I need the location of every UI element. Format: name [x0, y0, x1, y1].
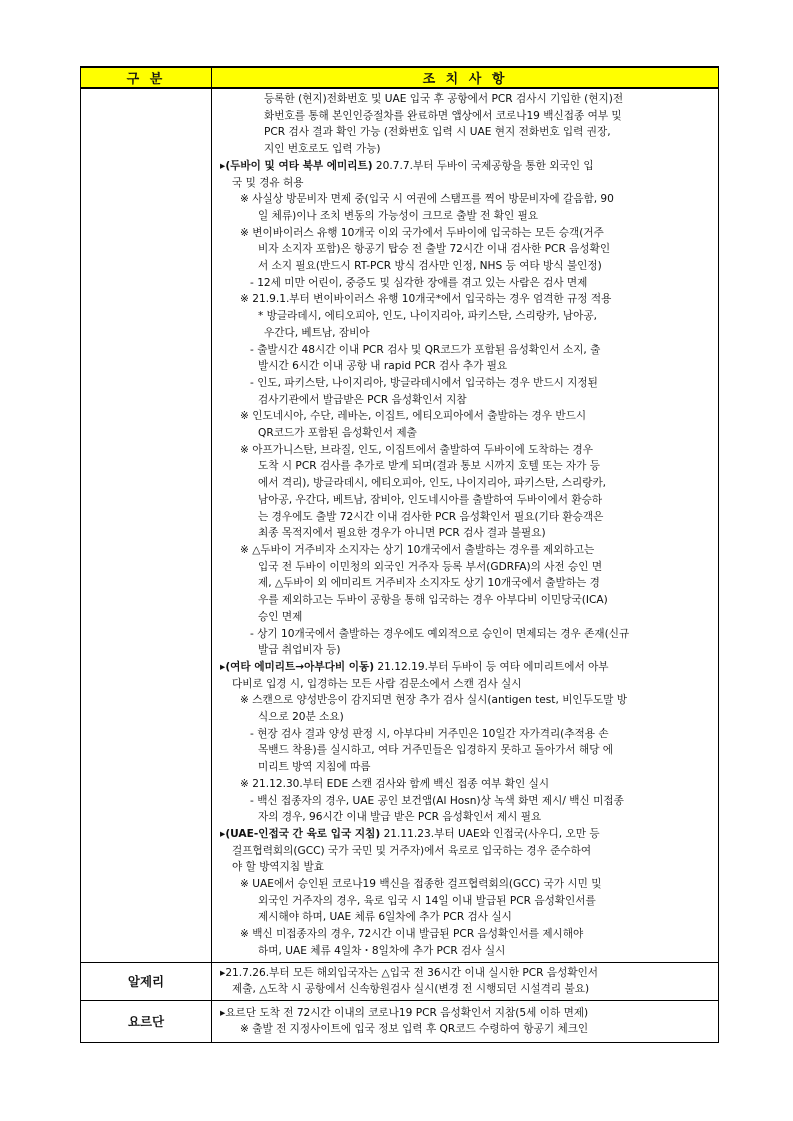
measures-cell	[212, 962, 719, 1000]
line-text: ※ 출발 전 지정사이트에 입국 정보 입력 후 QR코드 수령하여 항공기 체크인	[240, 1023, 589, 1036]
line-text: 화번호를 통해 본인인증절차를 완료하면 앱상에서 코로나19 백신접종 여부 및	[264, 109, 622, 122]
line-text: ※ 사실상 방문비자 면제 중(입국 시 여권에 스탬프를 찍어 방문비자에 갈음함, 90	[240, 193, 614, 206]
text-line	[220, 225, 713, 242]
line-text: 발급 취업비자 등)	[258, 644, 341, 657]
line-text: 우를 제외하고는 두바이 공항을 통해 입국하는 경우 아부다비 이민당국(ICA)	[258, 594, 608, 607]
text-line	[220, 542, 713, 559]
text-line	[220, 275, 713, 292]
text-line	[220, 241, 713, 258]
text-line	[220, 525, 713, 542]
table-row	[81, 1000, 719, 1042]
line-text: 외국인 거주자의 경우, 육로 입국 시 14일 이내 발급된 PCR 음성확인서를	[258, 894, 596, 907]
line-text: 비자 소지자 포함)은 항공기 탑승 전 출발 72시간 이내 검사한 PCR 음성확인	[258, 243, 611, 256]
measures-table	[80, 66, 719, 1043]
line-text: 발시간 6시간 이내 공항 내 rapid PCR 검사 추가 필요	[258, 360, 508, 373]
country-cell: 요르단	[81, 1000, 212, 1042]
text-line	[220, 442, 713, 459]
country-cell	[81, 88, 212, 962]
line-text: - 12세 미만 어린이, 중증도 및 심각한 장애를 겪고 있는 사람은 검사 면제	[250, 276, 588, 289]
line-text: ※ 스캔으로 양성반응이 감지되면 현장 추가 검사 실시(antigen test, 비인두도말 방	[240, 694, 627, 707]
line-text: ※ UAE에서 승인된 코로나19 백신을 접종한 걸프협력회의(GCC) 국가 시민 및	[240, 878, 602, 891]
line-text: ※ 변이바이러스 유행 10개국 이외 국가에서 두바이에 입국하는 모든 승객(거주	[240, 226, 604, 239]
text-line	[220, 709, 713, 726]
header-category: 구 분	[81, 67, 212, 88]
line-text: 제시해야 하며, UAE 체류 6일차에 추가 PCR 검사 실시	[258, 911, 512, 924]
line-text: 남아공, 우간다, 베트남, 잠비아, 인도네시아를 출발하여 두바이에서 환승하	[258, 493, 603, 506]
text-line	[220, 826, 713, 843]
line-text: ※ 아프가니스탄, 브라질, 인도, 이집트에서 출발하여 두바이에 도착하는 경우	[240, 443, 593, 456]
text-line	[220, 843, 713, 860]
line-text: ▸요르단 도착 전 72시간 이내의 코로나19 PCR 음성확인서 지참(5세 이하 면제)	[220, 1006, 589, 1019]
line-text: 식으로 20분 소요)	[258, 711, 344, 724]
text-line	[220, 358, 713, 375]
text-line	[220, 809, 713, 826]
text-line	[220, 642, 713, 659]
text-line	[220, 592, 713, 609]
text-line	[220, 108, 713, 125]
line-text: 일 체류)이나 조치 변동의 가능성이 크므로 출발 전 확인 필요	[258, 209, 539, 222]
table-row	[81, 962, 719, 1000]
line-text: 미리트 방역 지침에 따름	[258, 761, 371, 774]
text-line	[220, 559, 713, 576]
line-text: 걸프협력회의(GCC) 국가 국민 및 거주자)에서 육로로 입국하는 경우 준수하여	[232, 844, 592, 857]
section-heading: ▸(UAE-인접국 간 육로 입국 지침)	[220, 827, 381, 840]
text-line	[220, 609, 713, 626]
line-text: 야 할 방역지침 발효	[232, 861, 324, 874]
line-text: ▸21.7.26.부터 모든 해외입국자는 △입국 전 36시간 이내 실시한 PCR 음성확인서	[220, 966, 599, 979]
line-text: 20.7.7.부터 두바이 국제공항을 통한 외국인 입	[372, 159, 594, 172]
country-cell: 알제리	[81, 962, 212, 1000]
text-line	[220, 308, 713, 325]
text-line	[220, 575, 713, 592]
text-line	[220, 425, 713, 442]
text-line	[220, 208, 713, 225]
text-line	[220, 692, 713, 709]
line-text: 승인 면제	[258, 610, 303, 623]
line-text: - 출발시간 48시간 이내 PCR 검사 및 QR코드가 포함된 음성확인서 소지, 출	[250, 343, 601, 356]
line-text: ※ 21.12.30.부터 EDE 스캔 검사와 함께 백신 접종 여부 확인 실시	[240, 777, 550, 790]
text-line	[220, 325, 713, 342]
text-line	[220, 475, 713, 492]
line-text: 자의 경우, 96시간 이내 발급 받은 PCR 음성확인서 제시 필요	[258, 811, 542, 824]
text-line	[220, 492, 713, 509]
line-text: ※ 21.9.1.부터 변이바이러스 유행 10개국*에서 입국하는 경우 엄격한 규정 적용	[240, 293, 612, 306]
text-line	[220, 1021, 713, 1038]
line-text: 다비로 입경 시, 입경하는 모든 사람 검문소에서 스캔 검사 실시	[232, 677, 522, 690]
text-line	[220, 375, 713, 392]
text-line	[220, 408, 713, 425]
line-text: - 백신 접종자의 경우, UAE 공인 보건앱(Al Hosn)상 녹색 화면 제시/ 백신 미접종	[250, 794, 624, 807]
line-text: 도착 시 PCR 검사를 추가로 받게 되며(결과 통보 시까지 호텔 또는 자가 등	[258, 460, 600, 473]
line-text: * 방글라데시, 에티오피아, 인도, 나이지리아, 파키스탄, 스리랑카, 남아공,	[258, 310, 597, 323]
measures-cell	[212, 1000, 719, 1042]
text-line	[220, 981, 713, 998]
line-text: 입국 전 두바이 이민청의 외국인 거주자 등록 부서(GDRFA)의 사전 승인 면	[258, 560, 603, 573]
text-line	[220, 876, 713, 893]
line-text: 21.11.23.부터 UAE와 인접국(사우디, 오만 등	[380, 827, 600, 840]
line-text: QR코드가 포함된 음성확인서 제출	[258, 427, 417, 440]
text-line	[220, 291, 713, 308]
text-line	[220, 659, 713, 676]
text-line	[220, 726, 713, 743]
text-line	[220, 943, 713, 960]
text-line	[220, 793, 713, 810]
line-text: 하며, UAE 체류 4일차・8일차에 추가 PCR 검사 실시	[258, 944, 506, 957]
line-text: 지인 번호로도 입력 가능)	[264, 143, 381, 156]
text-line	[220, 909, 713, 926]
line-text: 목밴드 착용)를 실시하고, 여타 거주민들은 입경하지 못하고 돌아가서 해당 에	[258, 744, 614, 757]
text-line	[220, 676, 713, 693]
line-text: 국 및 경유 허용	[232, 176, 304, 189]
text-line	[220, 91, 713, 108]
text-line	[220, 893, 713, 910]
line-text: 제출, △도착 시 공항에서 신속항원검사 실시(변경 전 시행되던 시설격리 불요)	[232, 983, 590, 996]
measures-cell	[212, 88, 719, 962]
text-line	[220, 191, 713, 208]
line-text: 서 소지 필요(반드시 RT-PCR 방식 검사만 인정, NHS 등 여타 방식 불인정)	[258, 260, 602, 273]
line-text: 21.12.19.부터 두바이 등 여타 에미리트에서 아부	[374, 660, 609, 673]
line-text: 에서 격리), 방글라데시, 에티오피아, 인도, 나이지리아, 파키스탄, 스리랑카,	[258, 477, 607, 490]
line-text: ※ △두바이 거주비자 소지자는 상기 10개국에서 출발하는 경우를 제외하고는	[240, 543, 595, 556]
text-line	[220, 759, 713, 776]
line-text: ※ 백신 미접종자의 경우, 72시간 이내 발급된 PCR 음성확인서를 제시해야	[240, 928, 584, 941]
header-measures: 조 치 사 항	[212, 67, 719, 88]
line-text: 등록한 (현지)전화번호 및 UAE 입국 후 공항에서 PCR 검사시 기입한 (현지)전	[264, 93, 624, 105]
text-line	[220, 342, 713, 359]
line-text: 는 경우에도 출발 72시간 이내 검사한 PCR 음성확인서 필요(기타 환승객은	[258, 510, 604, 523]
text-line	[220, 258, 713, 275]
text-line	[220, 458, 713, 475]
text-line	[220, 141, 713, 158]
table-row	[81, 88, 719, 962]
text-line	[220, 392, 713, 409]
line-text: ※ 인도네시아, 수단, 레바논, 이집트, 에티오피아에서 출발하는 경우 반드시	[240, 410, 587, 423]
text-line	[220, 158, 713, 175]
text-line	[220, 965, 713, 982]
text-line	[220, 1005, 713, 1022]
text-line	[220, 926, 713, 943]
line-text: - 현장 검사 결과 양성 판정 시, 아부다비 거주민은 10일간 자가격리(추적용 손	[250, 727, 609, 740]
document-page	[80, 66, 718, 1043]
section-heading: ▸(두바이 및 여타 북부 에미리트)	[220, 159, 373, 172]
line-text: 최종 목적지에서 필요한 경우가 아니면 PCR 검사 결과 불필요)	[258, 527, 546, 540]
text-line	[220, 859, 713, 876]
text-line	[220, 124, 713, 141]
line-text: 검사기관에서 발급받은 PCR 음성확인서 지참	[258, 393, 467, 406]
text-line	[220, 509, 713, 526]
text-line	[220, 776, 713, 793]
text-line	[220, 626, 713, 643]
line-text: - 인도, 파키스탄, 나이지리아, 방글라데시에서 입국하는 경우 반드시 지정된	[250, 376, 598, 389]
text-line	[220, 742, 713, 759]
line-text: - 상기 10개국에서 출발하는 경우에도 예외적으로 승인이 면제되는 경우 존재(신규	[250, 627, 630, 640]
line-text: 우간다, 베트남, 잠비아	[264, 326, 370, 339]
line-text: 제, △두바이 외 에미리트 거주비자 소지자도 상기 10개국에서 출발하는 경	[258, 577, 600, 590]
line-text: PCR 검사 결과 확인 가능 (전화번호 입력 시 UAE 현지 전화번호 입력 권장,	[264, 126, 611, 139]
table-header-row	[81, 67, 719, 88]
text-line	[220, 175, 713, 192]
section-heading: ▸(여타 에미리트→아부다비 이동)	[220, 660, 375, 673]
